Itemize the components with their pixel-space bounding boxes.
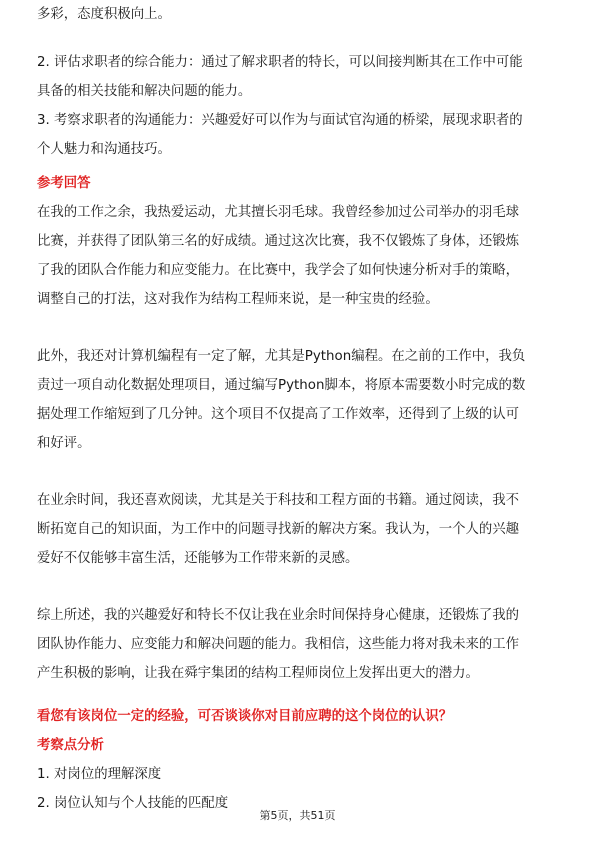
point-3-line-1: 3. 考察求职者的沟通能力：兴趣爱好可以作为与面试官沟通的桥梁，展现求职者的	[37, 113, 523, 128]
answer-para4-line: 综上所述，我的兴趣爱好和特长不仅让我在业余时间保持身心健康，还锻炼了我的	[37, 608, 520, 623]
answer-para2-line: 责过一项自动化数据处理项目，通过编写Python脚本，将原本需要数小时完成的数	[37, 378, 526, 393]
point-2-line-1: 2. 评估求职者的综合能力：通过了解求职者的特长，可以间接判断其在工作中可能	[37, 55, 523, 70]
answer-para4-line: 产生积极的影响，让我在舜宇集团的结构工程师岗位上发挥出更大的潜力。	[37, 666, 479, 681]
answer-para1-line: 了我的团队合作能力和应变能力。在比赛中，我学会了如何快速分析对手的策略，	[37, 263, 520, 278]
answer-para3-line: 断拓宽自己的知识面，为工作中的问题寻找新的解决方案。我认为，一个人的兴趣	[37, 522, 520, 537]
next-question-heading: 看您有该岗位一定的经验，可否谈谈你对目前应聘的这个岗位的认识？	[37, 709, 453, 724]
answer-para1-line: 在我的工作之余，我热爱运动，尤其擅长羽毛球。我曾经参加过公司举办的羽毛球	[37, 205, 520, 220]
analysis-point-2: 2. 岗位认知与个人技能的匹配度	[37, 796, 229, 811]
answer-para1-line: 比赛，并获得了团队第三名的好成绩。通过这次比赛，我不仅锻炼了身体，还锻炼	[37, 234, 520, 249]
page-number-footer: 第5页，共51页	[259, 809, 336, 822]
answer-para3-line: 爱好不仅能够丰富生活，还能够为工作带来新的灵感。	[37, 551, 359, 566]
document-page	[37, 0, 565, 842]
intro-continuation: 多彩，态度积极向上。	[37, 7, 171, 22]
answer-para4-line: 团队协作能力、应变能力和解决问题的能力。我相信，这些能力将对我未来的工作	[37, 637, 520, 652]
answer-para2-line: 此外，我还对计算机编程有一定了解，尤其是Python编程。在之前的工作中，我负	[37, 349, 526, 364]
analysis-heading: 考察点分析	[37, 738, 104, 753]
answer-heading: 参考回答	[37, 176, 91, 191]
analysis-point-1: 1. 对岗位的理解深度	[37, 767, 162, 782]
answer-para1-line: 调整自己的打法，这对我作为结构工程师来说，是一种宝贵的经验。	[37, 292, 439, 307]
point-3-line-2: 个人魅力和沟通技巧。	[37, 142, 171, 157]
answer-para3-line: 在业余时间，我还喜欢阅读，尤其是关于科技和工程方面的书籍。通过阅读，我不	[37, 493, 520, 508]
answer-para2-line: 据处理工作缩短到了几分钟。这个项目不仅提高了工作效率，还得到了上级的认可	[37, 407, 520, 422]
point-2-line-2: 具备的相关技能和解决问题的能力。	[37, 84, 252, 99]
answer-para2-line: 和好评。	[37, 436, 91, 451]
